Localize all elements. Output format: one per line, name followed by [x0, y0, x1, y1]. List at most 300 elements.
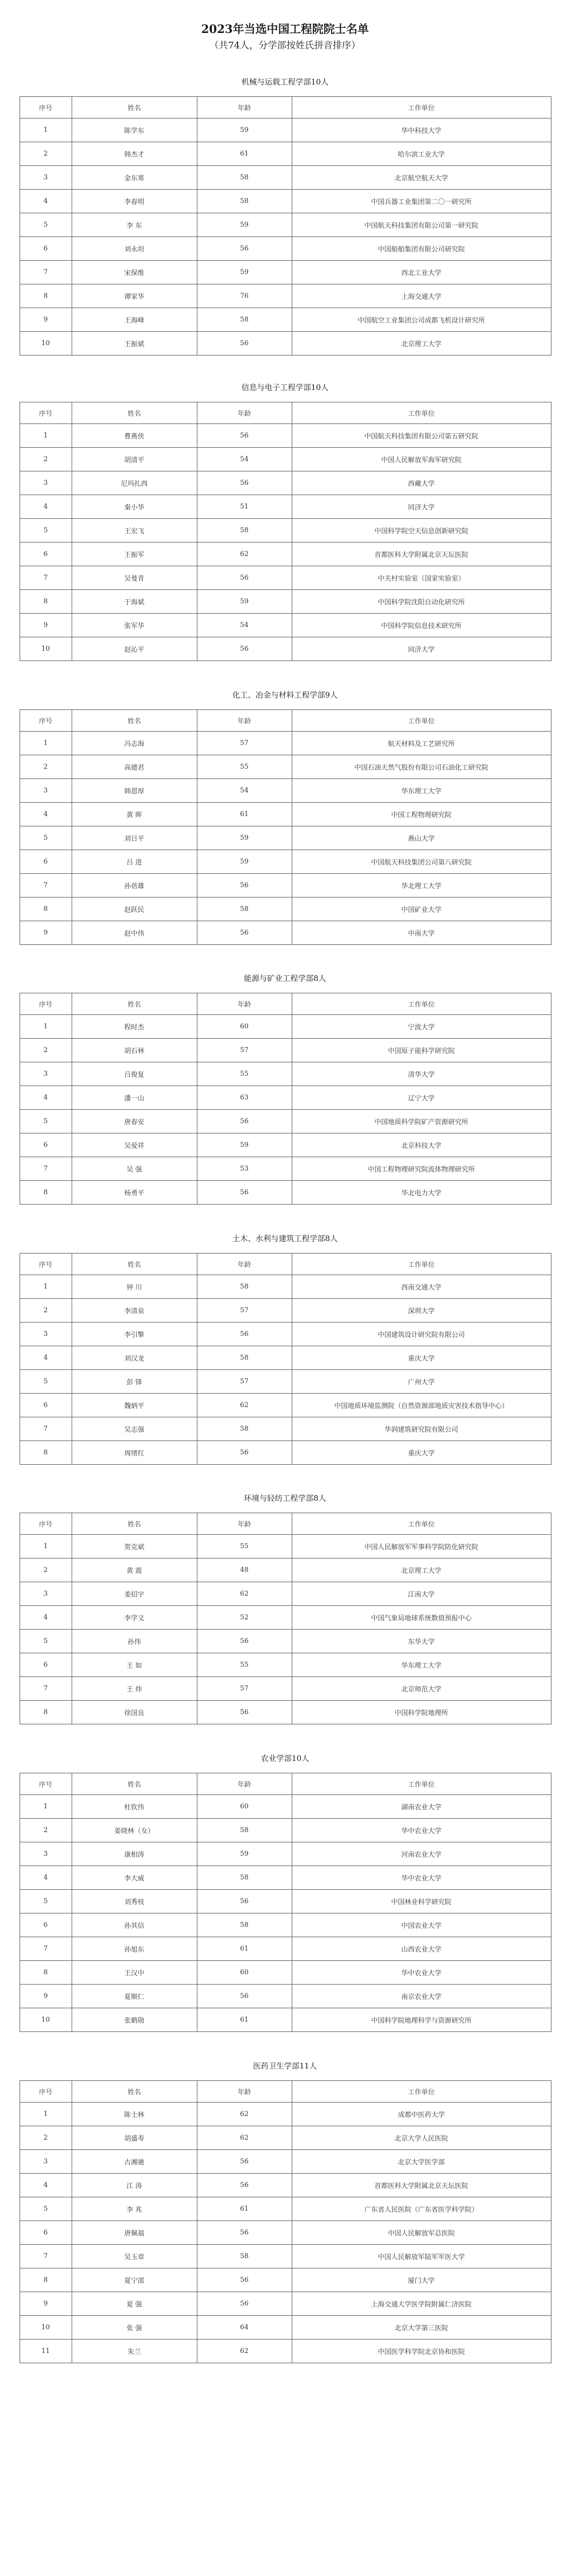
cell-name: 李引擎: [72, 1323, 197, 1346]
cell-name: 孙蓓雄: [72, 874, 197, 897]
table-row: [20, 1795, 551, 1819]
cell-number: 1: [20, 2103, 72, 2126]
table-row: [20, 1370, 551, 1394]
cell-number: 3: [20, 779, 72, 803]
cell-age: 56: [197, 566, 292, 590]
cell-unit: 中国农业大学: [292, 1913, 551, 1937]
cell-name: 吴曼青: [72, 566, 197, 590]
cell-unit: 中国医学科学院北京协和医院: [292, 2340, 551, 2363]
cell-age: 54: [197, 614, 292, 637]
header-number: 序号: [20, 402, 72, 424]
cell-age: 58: [197, 1913, 292, 1937]
cell-number: 1: [20, 1275, 72, 1299]
document-title: 2023年当选中国工程院院士名单: [201, 23, 369, 36]
header-name: 姓名: [72, 1513, 197, 1535]
cell-number: 1: [20, 1015, 72, 1039]
cell-number: 3: [20, 1842, 72, 1866]
cell-unit: 江南大学: [292, 1582, 551, 1606]
cell-unit: 重庆大学: [292, 1346, 551, 1370]
cell-number: 3: [20, 471, 72, 495]
cell-name: 夏顺仁: [72, 1985, 197, 2008]
cell-unit: 中国原子能科学研究院: [292, 1039, 551, 1062]
cell-number: 6: [20, 1394, 72, 1417]
cell-unit: 同济大学: [292, 637, 551, 661]
section-4: [20, 973, 551, 1205]
cell-number: 8: [20, 1961, 72, 1985]
member-table: [20, 1773, 551, 2032]
cell-age: 56: [197, 332, 292, 355]
cell-name: 李 东: [72, 213, 197, 237]
header-number: 序号: [20, 710, 72, 732]
cell-name: 于海斌: [72, 590, 197, 614]
cell-unit: 辽宁大学: [292, 1086, 551, 1110]
header-name: 姓名: [72, 402, 197, 424]
cell-unit: 华中农业大学: [292, 1866, 551, 1890]
cell-number: 7: [20, 874, 72, 897]
cell-number: 8: [20, 897, 72, 921]
table-row: [20, 637, 551, 661]
table-row: [20, 190, 551, 213]
cell-age: 53: [197, 1157, 292, 1181]
cell-age: 61: [197, 142, 292, 166]
cell-age: 61: [197, 2197, 292, 2221]
cell-number: 7: [20, 1937, 72, 1961]
cell-age: 59: [197, 850, 292, 874]
table-row: [20, 1062, 551, 1086]
document-subtitle: （共74人，分学部按姓氏拼音排序）: [209, 40, 361, 51]
cell-number: 10: [20, 332, 72, 355]
table-row: [20, 921, 551, 945]
cell-unit: 中关村实验室（国家实验室）: [292, 566, 551, 590]
table-row: [20, 1323, 551, 1346]
cell-age: 56: [197, 637, 292, 661]
member-table: [20, 709, 551, 945]
cell-age: 62: [197, 543, 292, 566]
cell-unit: 同济大学: [292, 495, 551, 519]
table-row: [20, 1701, 551, 1724]
cell-name: 周绪红: [72, 1441, 197, 1465]
table-row: [20, 213, 551, 237]
cell-unit: 华中农业大学: [292, 1961, 551, 1985]
header-age: 年龄: [197, 1773, 292, 1795]
cell-number: 4: [20, 803, 72, 826]
cell-age: 58: [197, 1417, 292, 1441]
header-number: 序号: [20, 1773, 72, 1795]
table-row: [20, 2150, 551, 2174]
cell-number: 2: [20, 1299, 72, 1323]
cell-number: 1: [20, 1795, 72, 1819]
table-row: [20, 1039, 551, 1062]
cell-age: 56: [197, 874, 292, 897]
table-row: [20, 779, 551, 803]
sections-container: [0, 77, 570, 2363]
cell-number: 10: [20, 637, 72, 661]
cell-age: 58: [197, 308, 292, 332]
cell-age: 57: [197, 1677, 292, 1701]
cell-number: 7: [20, 566, 72, 590]
cell-number: 5: [20, 1370, 72, 1394]
cell-name: 刘永坦: [72, 237, 197, 261]
cell-unit: 上海交通大学医学院附属仁济医院: [292, 2292, 551, 2316]
cell-number: 2: [20, 755, 72, 779]
cell-number: 4: [20, 495, 72, 519]
section-title: 土木、水利与建筑工程学部8人: [232, 1234, 338, 1243]
cell-number: 6: [20, 1653, 72, 1677]
table-row: [20, 1157, 551, 1181]
cell-unit: 中国人民解放军军事科学院防化研究院: [292, 1535, 551, 1558]
cell-number: 7: [20, 1417, 72, 1441]
cell-age: 57: [197, 1370, 292, 1394]
header-unit: 工作单位: [292, 993, 551, 1015]
cell-name: 朱兰: [72, 2340, 197, 2363]
member-table: [20, 1513, 551, 1724]
cell-number: 6: [20, 850, 72, 874]
header-age: 年龄: [197, 2081, 292, 2103]
table-row: [20, 142, 551, 166]
table-row: [20, 1299, 551, 1323]
cell-name: 吴爱祥: [72, 1133, 197, 1157]
cell-number: 4: [20, 2174, 72, 2197]
section-6: [20, 1493, 551, 1724]
cell-number: 7: [20, 1677, 72, 1701]
cell-number: 1: [20, 1535, 72, 1558]
cell-number: 8: [20, 1441, 72, 1465]
cell-age: 62: [197, 1394, 292, 1417]
cell-age: 58: [197, 1346, 292, 1370]
cell-number: 5: [20, 2197, 72, 2221]
cell-age: 60: [197, 1961, 292, 1985]
table-header-row: [20, 402, 551, 424]
cell-name: 高德君: [72, 755, 197, 779]
cell-name: 韩杰才: [72, 142, 197, 166]
table-row: [20, 471, 551, 495]
cell-age: 56: [197, 1323, 292, 1346]
cell-age: 61: [197, 2008, 292, 2032]
section-title: 机械与运载工程学部10人: [241, 77, 329, 87]
cell-name: 潘一山: [72, 1086, 197, 1110]
cell-number: 6: [20, 237, 72, 261]
cell-age: 58: [197, 190, 292, 213]
table-row: [20, 1653, 551, 1677]
header-age: 年龄: [197, 710, 292, 732]
cell-age: 59: [197, 590, 292, 614]
cell-unit: 北京航空航天大学: [292, 166, 551, 190]
cell-age: 54: [197, 779, 292, 803]
cell-number: 5: [20, 826, 72, 850]
table-row: [20, 874, 551, 897]
cell-number: 3: [20, 1582, 72, 1606]
cell-unit: 广东省人民医院（广东省医学科学院）: [292, 2197, 551, 2221]
cell-number: 1: [20, 118, 72, 142]
cell-age: 59: [197, 261, 292, 284]
member-table: [20, 96, 551, 355]
cell-unit: 中国科学院地理所: [292, 1701, 551, 1724]
cell-name: 赵沁平: [72, 637, 197, 661]
cell-age: 58: [197, 1275, 292, 1299]
table-row: [20, 1133, 551, 1157]
cell-unit: 东华大学: [292, 1630, 551, 1653]
cell-number: 8: [20, 2268, 72, 2292]
header-name: 姓名: [72, 1253, 197, 1275]
header-unit: 工作单位: [292, 1773, 551, 1795]
cell-number: 2: [20, 1558, 72, 1582]
cell-unit: 中国科学院地理科学与资源研究所: [292, 2008, 551, 2032]
cell-number: 9: [20, 1985, 72, 2008]
cell-name: 孙其信: [72, 1913, 197, 1937]
cell-name: 韩恩厚: [72, 779, 197, 803]
cell-name: 杜钦伟: [72, 1795, 197, 1819]
header-unit: 工作单位: [292, 2081, 551, 2103]
table-row: [20, 261, 551, 284]
table-row: [20, 2174, 551, 2197]
cell-age: 59: [197, 118, 292, 142]
cell-unit: 首都医科大学附属北京天坛医院: [292, 2174, 551, 2197]
cell-unit: 中国气象局地球系统数值预报中心: [292, 1606, 551, 1630]
cell-unit: 中国兵器工业集团第二〇一研究所: [292, 190, 551, 213]
cell-unit: 南京农业大学: [292, 1985, 551, 2008]
cell-age: 59: [197, 213, 292, 237]
cell-unit: 成都中医药大学: [292, 2103, 551, 2126]
cell-name: 杨勇平: [72, 1181, 197, 1205]
cell-age: 58: [197, 2245, 292, 2268]
table-row: [20, 118, 551, 142]
cell-unit: 中国航天科技集团公司第八研究院: [292, 850, 551, 874]
cell-number: 8: [20, 284, 72, 308]
cell-name: 胡清平: [72, 448, 197, 471]
cell-unit: 中国人民解放军海军研究院: [292, 448, 551, 471]
cell-unit: 华中农业大学: [292, 1819, 551, 1842]
cell-age: 55: [197, 1062, 292, 1086]
cell-number: 2: [20, 1039, 72, 1062]
cell-name: 曹燕侠: [72, 424, 197, 448]
cell-unit: 深圳大学: [292, 1299, 551, 1323]
table-row: [20, 1961, 551, 1985]
cell-age: 58: [197, 166, 292, 190]
cell-number: 5: [20, 1890, 72, 1913]
cell-age: 59: [197, 826, 292, 850]
cell-name: 王 炜: [72, 1677, 197, 1701]
section-1: [20, 77, 551, 355]
cell-name: 李大威: [72, 1866, 197, 1890]
table-row: [20, 1181, 551, 1205]
table-row: [20, 566, 551, 590]
member-table: [20, 1253, 551, 1465]
table-row: [20, 2008, 551, 2032]
table-row: [20, 897, 551, 921]
table-row: [20, 1819, 551, 1842]
header-age: 年龄: [197, 402, 292, 424]
cell-number: 4: [20, 190, 72, 213]
cell-name: 徐国良: [72, 1701, 197, 1724]
cell-number: 7: [20, 2245, 72, 2268]
cell-name: 陈学东: [72, 118, 197, 142]
cell-name: 王振斌: [72, 332, 197, 355]
cell-name: 吕 进: [72, 850, 197, 874]
cell-name: 唐佩福: [72, 2221, 197, 2245]
cell-name: 吕俊复: [72, 1062, 197, 1086]
table-row: [20, 519, 551, 543]
cell-number: 11: [20, 2340, 72, 2363]
cell-unit: 广州大学: [292, 1370, 551, 1394]
cell-unit: 中国科学院空天信息创新研究院: [292, 519, 551, 543]
cell-age: 58: [197, 1819, 292, 1842]
cell-name: 张鹤勋: [72, 2008, 197, 2032]
table-row: [20, 803, 551, 826]
cell-number: 6: [20, 2221, 72, 2245]
header-age: 年龄: [197, 97, 292, 118]
cell-name: 刘日平: [72, 826, 197, 850]
cell-number: 9: [20, 308, 72, 332]
table-row: [20, 1417, 551, 1441]
cell-unit: 北京理工大学: [292, 332, 551, 355]
cell-age: 56: [197, 2221, 292, 2245]
table-row: [20, 1394, 551, 1417]
section-7: [20, 1753, 551, 2032]
cell-unit: 山西农业大学: [292, 1937, 551, 1961]
cell-name: 金东寒: [72, 166, 197, 190]
cell-name: 黄 震: [72, 1558, 197, 1582]
cell-number: 8: [20, 590, 72, 614]
section-title: 化工、冶金与材料工程学部9人: [232, 690, 338, 700]
cell-name: 程时杰: [72, 1015, 197, 1039]
cell-number: 5: [20, 1110, 72, 1133]
cell-name: 魏炳平: [72, 1394, 197, 1417]
cell-unit: 哈尔滨工业大学: [292, 142, 551, 166]
cell-name: 姜晓林（女）: [72, 1819, 197, 1842]
cell-age: 54: [197, 448, 292, 471]
cell-age: 62: [197, 2103, 292, 2126]
cell-number: 4: [20, 1606, 72, 1630]
cell-unit: 中南大学: [292, 921, 551, 945]
cell-name: 姜招宇: [72, 1582, 197, 1606]
cell-number: 4: [20, 1866, 72, 1890]
header-age: 年龄: [197, 1253, 292, 1275]
header-number: 序号: [20, 993, 72, 1015]
cell-unit: 中国船舶集团有限公司研究院: [292, 237, 551, 261]
cell-unit: 中国航空工业集团公司成都飞机设计研究所: [292, 308, 551, 332]
cell-age: 56: [197, 237, 292, 261]
cell-name: 尼玛扎西: [72, 471, 197, 495]
table-row: [20, 1582, 551, 1606]
table-row: [20, 2340, 551, 2363]
cell-age: 57: [197, 1039, 292, 1062]
cell-name: 孙伟: [72, 1630, 197, 1653]
cell-name: 李春明: [72, 190, 197, 213]
table-row: [20, 1086, 551, 1110]
cell-age: 55: [197, 1653, 292, 1677]
cell-age: 56: [197, 2268, 292, 2292]
cell-age: 48: [197, 1558, 292, 1582]
cell-name: 刘秀枝: [72, 1890, 197, 1913]
header-unit: 工作单位: [292, 710, 551, 732]
cell-unit: 北京大学人民医院: [292, 2126, 551, 2150]
cell-number: 5: [20, 1630, 72, 1653]
cell-age: 56: [197, 1701, 292, 1724]
table-row: [20, 732, 551, 755]
table-row: [20, 2316, 551, 2340]
cell-unit: 湖南农业大学: [292, 1795, 551, 1819]
cell-number: 6: [20, 543, 72, 566]
cell-unit: 中国工程物理研究院: [292, 803, 551, 826]
cell-name: 胡盛寿: [72, 2126, 197, 2150]
header-name: 姓名: [72, 2081, 197, 2103]
cell-unit: 中国航天科技集团有限公司第五研究院: [292, 424, 551, 448]
cell-age: 62: [197, 1582, 292, 1606]
cell-number: 3: [20, 2150, 72, 2174]
cell-unit: 燕山大学: [292, 826, 551, 850]
cell-number: 2: [20, 142, 72, 166]
cell-name: 王振军: [72, 543, 197, 566]
cell-number: 9: [20, 921, 72, 945]
table-row: [20, 2126, 551, 2150]
cell-age: 56: [197, 2292, 292, 2316]
table-header-row: [20, 1773, 551, 1795]
cell-unit: 华北理工大学: [292, 874, 551, 897]
cell-name: 陈士林: [72, 2103, 197, 2126]
cell-number: 9: [20, 614, 72, 637]
cell-name: 张军华: [72, 614, 197, 637]
cell-number: 5: [20, 213, 72, 237]
table-row: [20, 543, 551, 566]
cell-age: 56: [197, 2150, 292, 2174]
table-row: [20, 1890, 551, 1913]
cell-name: 吴 强: [72, 1157, 197, 1181]
cell-age: 55: [197, 755, 292, 779]
cell-age: 57: [197, 732, 292, 755]
header-unit: 工作单位: [292, 1513, 551, 1535]
table-row: [20, 850, 551, 874]
cell-unit: 西北工业大学: [292, 261, 551, 284]
table-header-row: [20, 1253, 551, 1275]
cell-unit: 中国航天科技集团有限公司第一研究院: [292, 213, 551, 237]
cell-name: 康相涛: [72, 1842, 197, 1866]
table-row: [20, 1677, 551, 1701]
cell-unit: 中国科学院信息技术研究所: [292, 614, 551, 637]
table-row: [20, 755, 551, 779]
cell-name: 钟 川: [72, 1275, 197, 1299]
cell-unit: 华东理工大学: [292, 779, 551, 803]
table-row: [20, 1275, 551, 1299]
header-unit: 工作单位: [292, 402, 551, 424]
cell-number: 6: [20, 1913, 72, 1937]
cell-unit: 首都医科大学附属北京天坛医院: [292, 543, 551, 566]
cell-name: 江 涛: [72, 2174, 197, 2197]
cell-unit: 华北电力大学: [292, 1181, 551, 1205]
cell-age: 56: [197, 1985, 292, 2008]
header-age: 年龄: [197, 993, 292, 1015]
table-row: [20, 308, 551, 332]
table-row: [20, 2292, 551, 2316]
cell-number: 4: [20, 1086, 72, 1110]
section-2: [20, 382, 551, 661]
table-row: [20, 332, 551, 355]
cell-name: 王 如: [72, 1653, 197, 1677]
table-row: [20, 614, 551, 637]
cell-unit: 华中科技大学: [292, 118, 551, 142]
table-row: [20, 2268, 551, 2292]
table-row: [20, 1842, 551, 1866]
cell-unit: 宁波大学: [292, 1015, 551, 1039]
cell-number: 1: [20, 424, 72, 448]
cell-unit: 中国石油天然气股份有限公司石油化工研究院: [292, 755, 551, 779]
cell-name: 古湘驰: [72, 2150, 197, 2174]
header-unit: 工作单位: [292, 1253, 551, 1275]
table-header-row: [20, 2081, 551, 2103]
cell-name: 彭 锋: [72, 1370, 197, 1394]
cell-name: 王宏飞: [72, 519, 197, 543]
cell-age: 61: [197, 803, 292, 826]
header-name: 姓名: [72, 97, 197, 118]
